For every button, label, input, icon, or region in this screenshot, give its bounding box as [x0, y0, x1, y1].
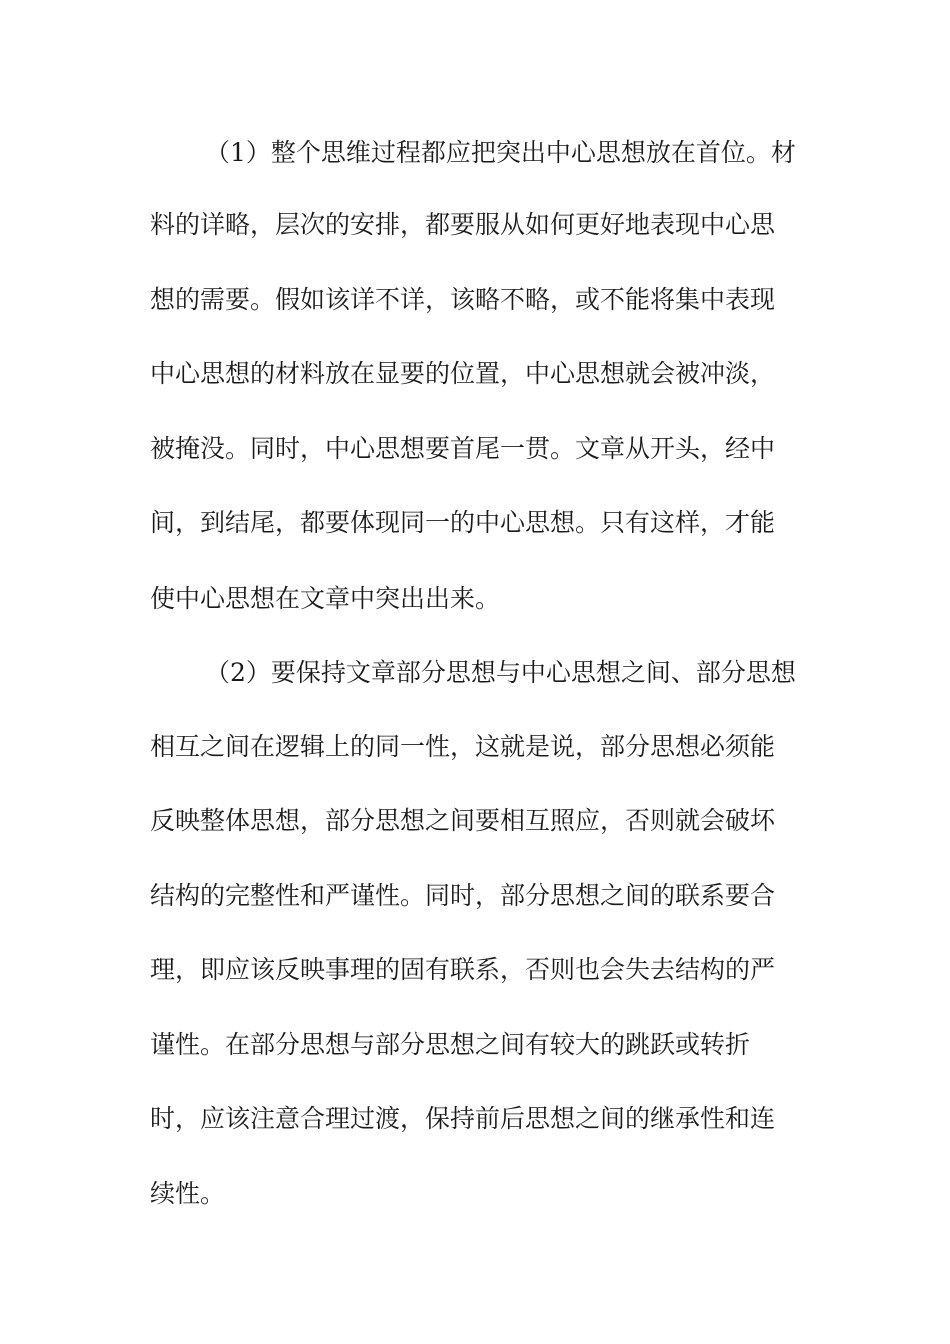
- paragraph-1-line-1: （1）整个思维过程都应把突出中心思想放在首位。材: [205, 138, 796, 167]
- paragraph-1-line-2: 料的详略，层次的安排，都要服从如何更好地表现中心思: [150, 210, 776, 239]
- paragraph-2-line-5: 理，即应该反映事理的固有联系，否则也会失去结构的严: [150, 955, 776, 984]
- paragraph-1-line-4: 中心思想的材料放在显要的位置，中心思想就会被冲淡，: [150, 359, 776, 388]
- paragraph-2-line-1: （2）要保持文章部分思想与中心思想之间、部分思想: [205, 658, 796, 687]
- paragraph-2-line-6: 谨性。在部分思想与部分思想之间有较大的跳跃或转折: [150, 1030, 751, 1059]
- paragraph-2-line-8: 续性。: [150, 1179, 226, 1208]
- paragraph-2-line-2: 相互之间在逻辑上的同一性，这就是说，部分思想必须能: [150, 732, 776, 761]
- paragraph-2-line-7: 时，应该注意合理过渡，保持前后思想之间的继承性和连: [150, 1104, 776, 1133]
- paragraph-2-line-4: 结构的完整性和严谨性。同时，部分思想之间的联系要合: [150, 881, 776, 910]
- paragraph-2-line-3: 反映整体思想，部分思想之间要相互照应，否则就会破坏: [150, 806, 776, 835]
- paragraph-1-line-6: 间，到结尾，都要体现同一的中心思想。只有这样，才能: [150, 508, 776, 537]
- paragraph-1-line-3: 想的需要。假如该详不详，该略不略，或不能将集中表现: [150, 285, 776, 314]
- paragraph-1-line-7: 使中心思想在文章中突出出来。: [150, 584, 501, 613]
- paragraph-1-line-5: 被掩没。同时，中心思想要首尾一贯。文章从开头，经中: [150, 434, 776, 463]
